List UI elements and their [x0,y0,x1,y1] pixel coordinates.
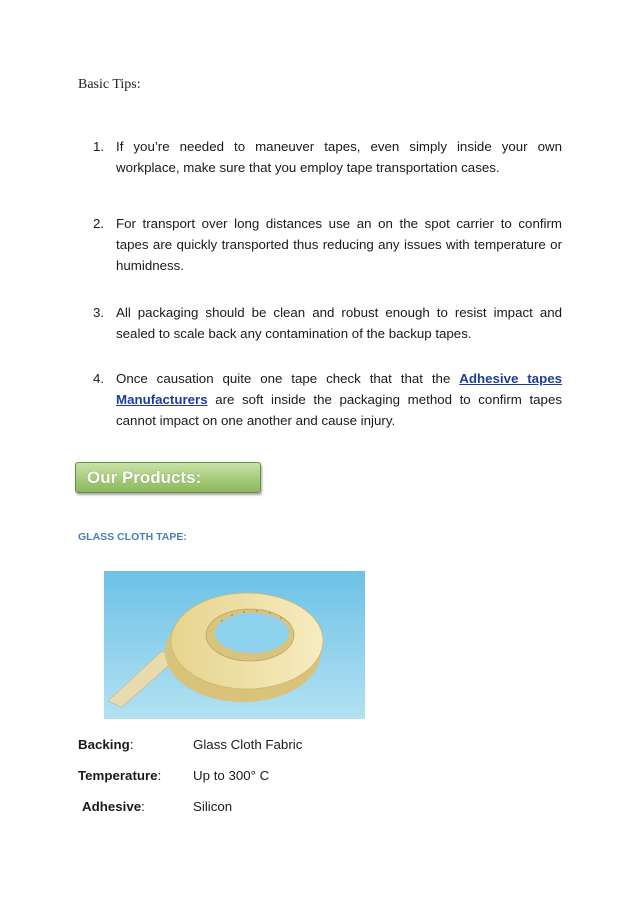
tip-text: All packaging should be clean and robust enough to resist impact and sealed to scale back any contamination of the backup tapes. [116,305,562,341]
spec-value: Up to 300° C [193,768,270,783]
tape-roll-illustration [104,571,365,719]
tip-item-2 [78,213,562,276]
spec-value: Glass Cloth Fabric [193,737,303,752]
tip-text: If you’re needed to maneuver tapes, even simply inside your own workplace, make sure that you employ tape transportation cases. [116,139,562,175]
tip-number: 2. [93,216,105,231]
tip-item-3 [78,302,562,344]
product-title: GLASS CLOTH TAPE: [78,531,187,543]
glass-cloth-tape-image [104,571,365,719]
spec-label-text: Adhesive [82,799,142,814]
spec-row-backing [76,737,476,757]
spec-row-adhesive [76,799,476,819]
spec-row-temperature [76,768,476,788]
spec-label: Backing: [78,737,134,752]
tip-number: 1. [93,139,105,154]
tip-item-1 [78,136,562,178]
adhesive-tapes-manufacturers-link[interactable]: Adhesive tapes Manufacturers [116,371,562,407]
spec-label: Temperature: [78,768,162,783]
spec-value: Silicon [193,799,233,814]
spec-label: Adhesive: [82,799,145,814]
spec-label-text: Temperature [78,768,158,783]
tip-text [116,368,562,431]
tip-text-before: Once causation quite one tape check that that the [116,371,460,386]
our-products-label: Our Products: [87,468,202,487]
page-heading: Basic Tips: [78,77,141,92]
tip-text: For transport over long distances use an on the spot carrier to confirm tapes are quickly transported thus reducing any issues with temperature or humidness. [116,216,562,273]
tip-number: 4. [93,371,105,386]
tip-number: 3. [93,305,105,320]
our-products-banner [75,462,261,493]
tip-item-4 [78,368,562,431]
tip-text-after: are soft inside the packaging method to confirm tapes cannot impact on one another and cause injury. [116,392,562,428]
spec-label-text: Backing [78,737,130,752]
